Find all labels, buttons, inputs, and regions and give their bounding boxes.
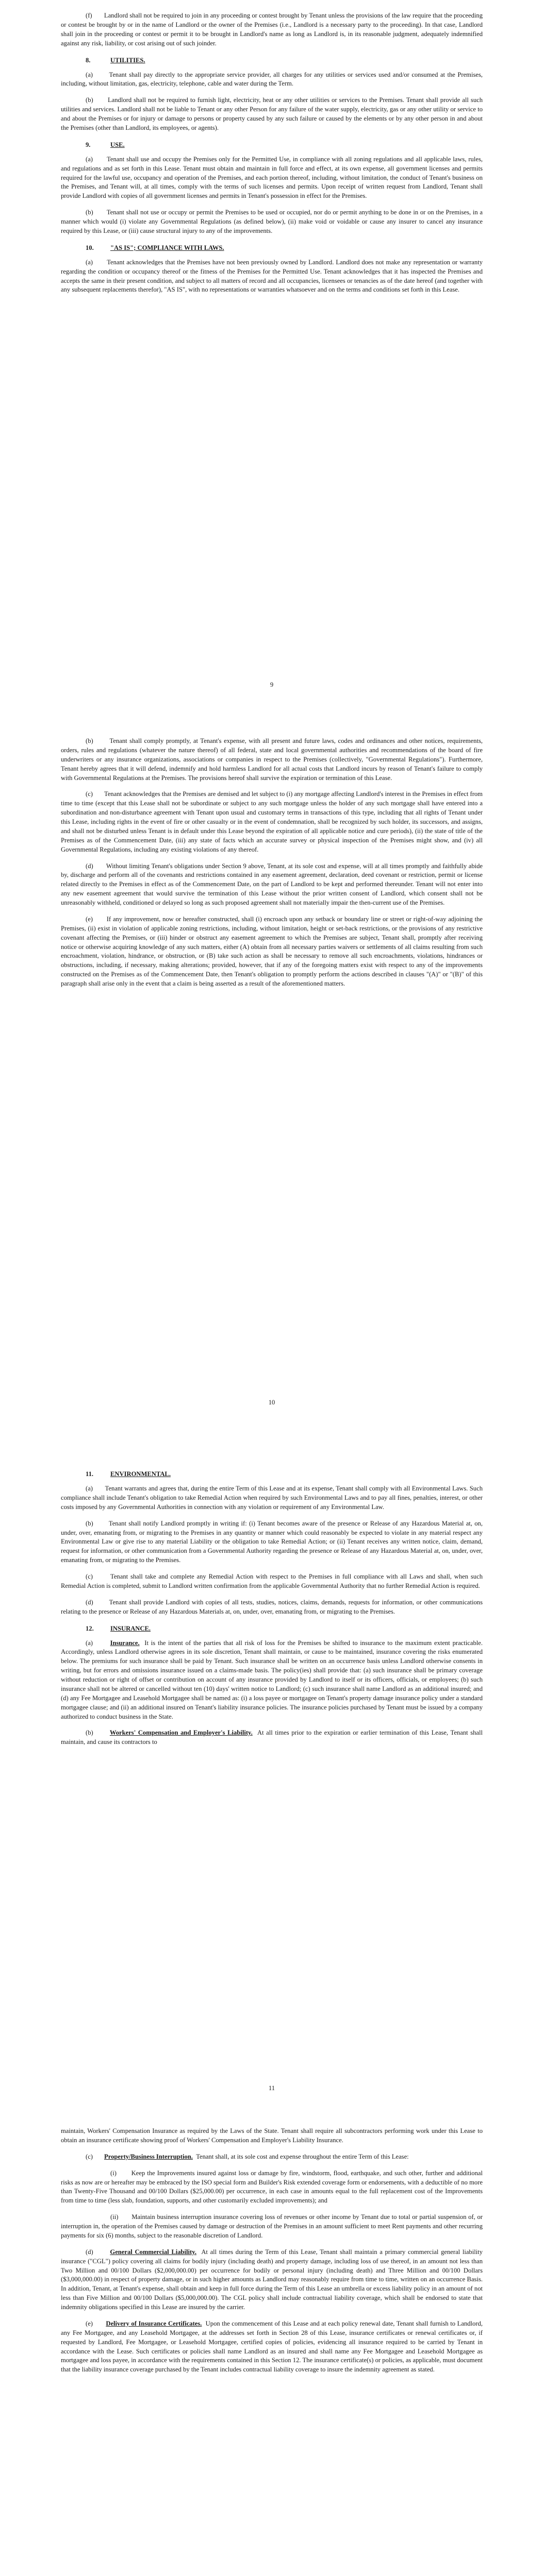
clause-text: Tenant shall comply promptly, at Tenant's expense, with all present and future laws, codes and ordinances and other notices, requirements, orders, rules and regulations (whatever the nature thereof) of all federal, state and local governmental authorities and recommendations of the board of fire underwriters or any insurance organizations, associations or companies in respect to the Premises (collectively, "Governmental Regulations"). Furthermore, Tenant hereby agrees that it will defend, indemnify and hold harmless Landlord for all actual costs that Landlord incurs by reason of Tenant's failure to comply with Governmental Regulations at the Premises. The provisions hereof shall survive the expiration or termination of this Lease. — [61, 737, 483, 782]
clause-label: (d) — [86, 2248, 93, 2256]
clause-paragraph — [61, 258, 483, 295]
lease-page-12 — [61, 2127, 483, 2382]
clause-label: (a) — [86, 258, 93, 266]
clause-paragraph — [61, 11, 483, 48]
section-heading — [61, 244, 483, 252]
section-heading — [61, 1625, 483, 1633]
section-title: INSURANCE. — [110, 1624, 151, 1632]
section-number: 8. — [86, 56, 91, 64]
clause-label: (e) — [86, 915, 93, 923]
section-title: USE. — [110, 141, 125, 148]
clause-text: At all times during the Term of this Lease, Tenant shall maintain a primary commercial general liability insurance ("CGL") policy covering all claims for bodily injury (including death) and property damage, including loss of use thereof, in an amount not less than Two Million and 00/100 Dollars ($2,000,000.00) per occurrence for bodily or personal injury (including death) and Three Million and 00/100 Dollars ($3,000,000.00) in respect of property damage, or in such higher amounts as Landlord may reasonably require from time to time, written on an occurrence Basis. In addition, Tenant, at Tenant's expense, shall obtain and keep in full force during the Term of this Lease an umbrella or excess liability policy in an amount of not less than Five Million and 00/100 Dollars ($5,000,000.00). The CGL policy shall include contractual liability coverage, which shall be endorsed to state that indemnity obligations specified in this Lease are insured by the carrier. — [61, 2248, 483, 2311]
section-title: "AS IS"; COMPLIANCE WITH LAWS. — [110, 244, 224, 251]
clause-paragraph — [61, 1728, 483, 1747]
clause-text: Tenant shall provide Landlord with copies of all tests, studies, notices, claims, demands, requests for information, or other communications relating to the presence or Release of any Hazardous Materials at, on, under, over, emanating from, or migrating to the Premises. — [61, 1598, 483, 1615]
section-number: 11. — [86, 1470, 94, 1478]
clause-lead: Delivery of Insurance Certificates. — [106, 2319, 202, 2327]
clause-text: Tenant warrants and agrees that, during the entire Term of this Lease and at its expense, Tenant shall comply with all Environmental Laws. Such compliance shall include Tenant's obligation to take Remedial Action when required by such Environmental Laws and to pay all fines, penalties, interest, or other costs imposed by any Governmental Authorities in connection with any violation or requirement of any Environmental Law. — [61, 1485, 483, 1511]
clause-paragraph — [61, 862, 483, 908]
clause-text: Tenant shall pay directly to the appropriate service provider, all charges for any utilities or services used and/or consumed at the Premises, including, without limitation, gas, electricity, telephone, cable and water during the Term. — [61, 71, 483, 88]
clause-text: Tenant shall use and occupy the Premises only for the Permitted Use, in compliance with all zoning regulations and all applicable laws, rules, and regulations and as set forth in this Lease. Tenant must obtain and maintain in full force and effect, at its own expense, all government licenses and permits required for the lawful use, occupancy and operation of the Premises, and each portion thereof, including, without limitation, the conduct of Tenant's business on the Premises, and Tenant will, at all times, comply with the terms of such licenses and permits. Upon receipt of written request from Landlord, Tenant shall provide Landlord with copies of all government licenses and permits in Tenant's possession in effect for the Premises. — [61, 155, 483, 200]
clause-text: Landlord shall not be required to furnish light, electricity, heat or any other utilities or services to the Premises. Tenant shall provide all such utilities and services. Landlord shall not be liable to Tenant or any other Person for any failure of the water supply, electricity, gas or any other utility or service to and about the Premises or for injury or damage to persons or property caused by any such failure or caused by the elements or by any other person in and about the Premises (other than Landlord, its employees, or agents). — [61, 96, 483, 131]
clause-label: (c) — [86, 2153, 93, 2160]
clause-text: Tenant shall not use or occupy or permit the Premises to be used or occupied, nor do or permit anything to be done in or on the Premises, in a manner which would (i) violate any Governmental Regulations (as defined below), (ii) make void or voidable or cause any insurer to cancel any insurance required by this Lease, or (iii) cause structural injury to any of the improvements. — [61, 209, 483, 234]
clause-paragraph — [61, 71, 483, 89]
lease-page-11 — [61, 1462, 483, 1754]
clause-lead: Workers' Compensation and Employer's Liability. — [109, 1729, 253, 1737]
clause-lead: Property/Business Interruption. — [104, 2153, 193, 2160]
clause-paragraph — [61, 2248, 483, 2312]
clause-label: (c) — [86, 1573, 93, 1580]
clause-paragraph — [61, 1484, 483, 1512]
clause-label: (b) — [86, 737, 93, 744]
section-title: ENVIRONMENTAL. — [110, 1470, 171, 1478]
clause-text: Tenant shall, at its sole cost and expense throughout the entire Term of this Lease: — [196, 2153, 409, 2160]
clause-paragraph — [61, 96, 483, 133]
clause-text: It is the intent of the parties that all risk of loss for the Premises be shifted to insurance to the maximum extent practicable. Accordingly, unless Landlord otherwise agrees in its sole discretion, Tenant shall maintain, or cause to be maintained, insurance covering the risks enumerated below. The premiums for such insurance shall be paid by Tenant. Such insurance shall be written on an occurrence basis unless Landlord otherwise consents in writing, but for errors and omissions insurance issued on a claims-made basis. The policy(ies) shall provide that: (a) such insurance shall be primary coverage without reduction or right of offset or contribution on account of any insurance provided by Landlord to itself or its officers, officials, or employees; (b) such insurance shall not be altered or cancelled without ten (10) days' written notice to Landlord; (c) such insurance shall name Landlord as an additional insured; and (d) any Fee Mortgagee and Leasehold Mortgagee shall be named as: (i) a loss payee or mortgagee on Tenant's property damage insurance policy under a standard mortgagee clause; and (ii) an additional insured on Tenant's liability insurance policies. The insurance policies purchased by Tenant must be issued by a company authorized to conduct business in the State. — [61, 1639, 483, 1720]
clause-paragraph — [61, 915, 483, 989]
clause-text: Upon the commencement of this Lease and at each policy renewal date, Tenant shall furnish to Landlord, any Fee Mortgagee, and any Leasehold Mortgagee, at the addresses set forth in Section 28 of this Lease, insurance certificates or renewal certificates or, if requested by Landlord, Fee Mortgagee, or Leasehold Mortgagee, certified copies of policies, evidencing all insurance required to be carried by Tenant in accordance with the Lease. Such certificates or policies shall name Landlord as an insured and shall name any Fee Mortgagee and Leasehold Mortgagee as mortgagee and loss payee, in accordance with the requirements contained in this Section 12. The insurance certificate(s) or policies, as applicable, must document that the liability insurance coverage purchased by the Tenant includes contractual liability coverage to insure the indemnity agreement as stated. — [61, 2319, 483, 2374]
clause-paragraph — [61, 2319, 483, 2375]
clause-label: (d) — [86, 862, 93, 870]
clause-paragraph — [61, 2153, 483, 2162]
clause-text: maintain, Workers' Compensation Insurance as required by the Laws of the State. Tenant shall require all subcontractors performing work under this Lease to obtain an insurance certificate showing proof of Workers' Compensation and Employer's Liability Insurance. — [61, 2127, 483, 2144]
clause-text: Tenant shall take and complete any Remedial Action with respect to the Premises in full compliance with all Laws and shall, when such Remedial Action is completed, submit to Landlord written confirmation from the applicable Governmental Authority that no further Remedial Action is required. — [61, 1573, 483, 1589]
clause-paragraph — [61, 1598, 483, 1617]
page-number-11: 11 — [268, 2084, 275, 2092]
clause-paragraph — [61, 790, 483, 854]
clause-label: (i) — [110, 2169, 117, 2177]
section-heading — [61, 141, 483, 149]
clause-paragraph — [61, 1639, 483, 1722]
lease-page-9 — [61, 11, 483, 302]
clause-text: Tenant shall notify Landlord promptly in writing if: (i) Tenant becomes aware of the presence or Release of any Hazardous Material at, on, under, over, emanating from, or migrating to the Premises in any quantity or manner which could reasonably be expected to violate in any material respect any Environmental Law or give rise to any material Liability or the obligation to take Remedial Action; or (ii) Tenant receives any written notice, claim, demand, request for information, or other communication from a Governmental Authority regarding the presence or Release of any Hazardous Material at, on, under, over, emanating from, or migrating to the Premises. — [61, 1519, 483, 1564]
clause-label: (a) — [86, 1639, 93, 1647]
lease-page-10 — [61, 737, 483, 996]
clause-paragraph — [61, 2127, 483, 2145]
clause-label: (b) — [86, 1729, 93, 1737]
section-heading — [61, 57, 483, 64]
clause-label: (b) — [86, 96, 93, 104]
clause-lead: Insurance. — [110, 1639, 140, 1647]
clause-label: (f) — [86, 12, 92, 19]
clause-text: Without limiting Tenant's obligations under Section 9 above, Tenant, at its sole cost and expense, will at all times promptly and faithfully abide by, discharge and perform all of the covenants and restrictions contained in any easement agreement, declaration, deed covenant or restriction, permit or license related directly to the Premises in effect as of the Commencement Date, on the part of Landlord to be kept and performed thereunder. Tenant will not enter into any new easement agreement that would survive the termination of this Lease without the prior written consent of Landlord, which consent shall not be unreasonably withheld, conditioned or delayed so long as such proposed agreement shall not materially impair the then-current use of the Premises. — [61, 862, 483, 906]
page-number-10: 10 — [268, 1399, 275, 1406]
clause-label: (c) — [86, 790, 93, 798]
clause-text: Tenant acknowledges that the Premises have not been previously owned by Landlord. Landlord does not make any representation or warranty regarding the condition or occupancy thereof or the fitness of the Premises for the Permitted Use. Tenant acknowledges that it has inspected the Premises and accepts the same in their present condition, and subject to all matters of record and all occupancies, licensees or tenancies as of the date hereof (and together with any subsequent replacements therefor), "AS IS", with no representations or warranties whatsoever and on the terms and conditions set forth in this Lease. — [61, 258, 483, 294]
section-number: 9. — [86, 141, 91, 148]
subclause-paragraph — [61, 2213, 483, 2241]
clause-label: (ii) — [110, 2213, 119, 2221]
subclause-paragraph — [61, 2169, 483, 2206]
clause-label: (a) — [86, 1485, 93, 1492]
clause-lead: General Commercial Liability. — [110, 2248, 196, 2256]
clause-label: (a) — [86, 155, 93, 163]
clause-label: (e) — [86, 2319, 93, 2327]
section-heading — [61, 1470, 483, 1478]
clause-paragraph — [61, 737, 483, 783]
clause-label: (d) — [86, 1598, 93, 1606]
clause-text: Maintain business interruption insurance covering loss of revenues or other income by Tenant due to total or partial suspension of, or interruption in, the operation of the Premises caused by damage or destruction of the Premises in an amount sufficient to meet Rent payments and other recurring payments for six (6) months, subject to the reasonable discretion of Landlord. — [61, 2213, 483, 2239]
clause-paragraph — [61, 208, 483, 236]
clause-label: (b) — [86, 1519, 93, 1527]
clause-text: Keep the Improvements insured against loss or damage by fire, windstorm, flood, earthquake, and such other, further and additional risks as now are or hereafter may be embraced by the ISO special form and Builder's Risk extended coverage form or endorsements, with a deductible of no more than Twenty-Five Thousand and 00/100 Dollars ($25,000.00) per occurrence, in each case in amounts equal to the full replacement cost of the Improvements from time to time (less slab, foundation, supports, and other customarily excluded improvements); and — [61, 2169, 483, 2205]
clause-text: If any improvement, now or hereafter constructed, shall (i) encroach upon any setback or boundary line or street or right-of-way adjoining the Premises, (ii) exist in violation of applicable zoning restrictions, including, without limitation, height or set-back restrictions, or the provisions of any restrictive covenant affecting the Premises, or (iii) hinder or obstruct any easement agreement to which the Premises are subject, Tenant shall, promptly after receiving notice or otherwise acquiring knowledge of any such matters, either (A) obtain from all necessary parties waivers or settlements of all claims resulting from such encroachment, violation, hindrance, or obstruction, or (B) take such action as shall be necessary to remove all such encroachments, violations, hindrances or obstructions, including, if necessary, making alterations; provided, however, that if any of the foregoing matters exist with respect to any of the improvements constructed on the Premises as of the Commencement Date, then Tenant's obligation to promptly perform the actions described in clauses "(A)" or "(B)" of this paragraph shall arise only in the event that a claim is being asserted as a result of the aforementioned matters. — [61, 915, 483, 987]
clause-paragraph — [61, 1519, 483, 1565]
clause-text: At all times prior to the expiration or earlier termination of this Lease, Tenant shall maintain, and cause its contractors to — [61, 1729, 483, 1746]
section-number: 12. — [86, 1624, 94, 1632]
clause-paragraph — [61, 1572, 483, 1591]
clause-text: Landlord shall not be required to join in any proceeding or contest brought by Tenant unless the provisions of the law require that the proceeding or contest be brought by or in the name of Landlord or the owner of the Premises (i.e., Landlord is a necessary party to the proceeding). In that case, Landlord shall join in the proceeding or contest or permit it to be brought in Landlord's name as long as Landlord is, in its reasonable judgment, adequately indemnified against any risk, liability, or cost arising out of such joinder. — [61, 12, 483, 47]
clause-label: (a) — [86, 71, 93, 78]
clause-text: Tenant acknowledges that the Premises are demised and let subject to (i) any mortgage affecting Landlord's interest in the Premises in effect from time to time (except that this Lease shall not be subordinate or subject to any such mortgage unless the holder of any such mortgage shall have entered into a subordination and non-disturbance agreement with Tenant upon usual and customary terms in transactions of this type, including that all rights of Tenant under this Lease, including rights in the event of fire or other casualty or in the event of condemnation, shall be recognized by such holder, its successors, and assigns, and shall not be disturbed unless Tenant is in default under this Lease beyond the expiration of all applicable notice and cure periods), (ii) the state of title of the Premises as of the Commencement Date, (iii) any state of facts which an accurate survey or physical inspection of the Premises might show, and (iv) all Governmental Regulations, including any existing violations of any thereof. — [61, 790, 483, 853]
clause-label: (b) — [86, 209, 93, 216]
clause-paragraph — [61, 155, 483, 201]
page-number-9: 9 — [270, 681, 274, 688]
section-number: 10. — [86, 244, 94, 251]
section-title: UTILITIES. — [110, 56, 145, 64]
